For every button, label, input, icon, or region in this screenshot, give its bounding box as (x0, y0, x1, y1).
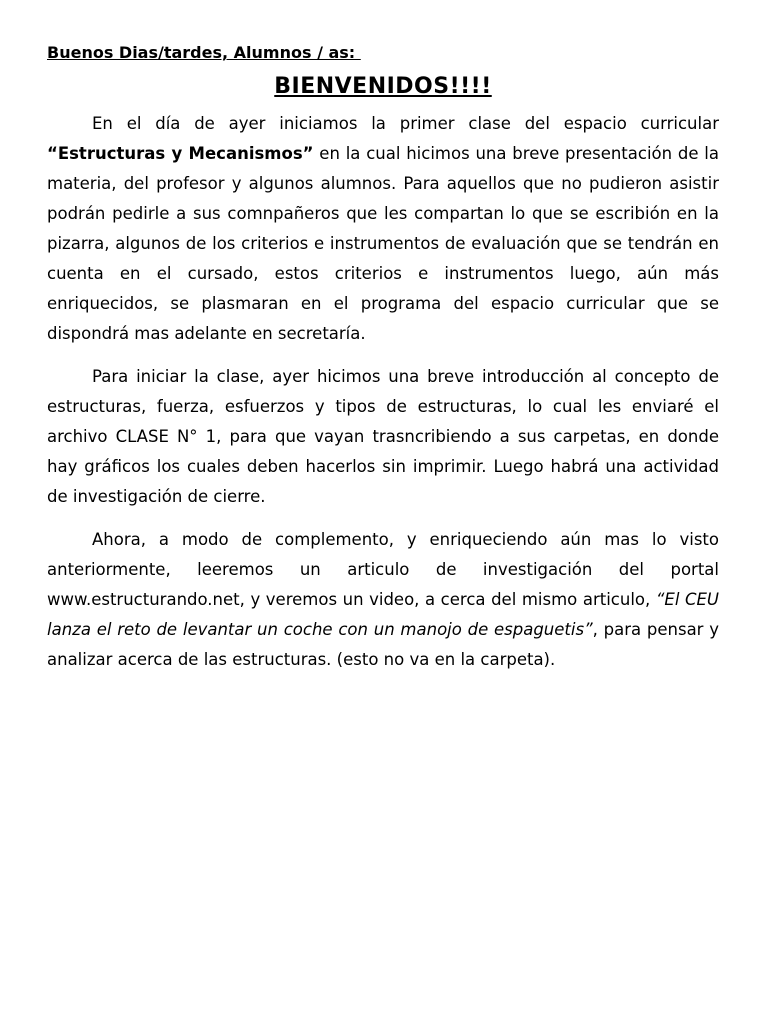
document-page (47, 42, 719, 688)
course-name: “Estructuras y Mecanismos” (47, 144, 314, 163)
paragraph-3 (47, 525, 719, 675)
paragraph-1-text-a: En el día de ayer iniciamos la primer clase del espacio curricular (92, 114, 719, 133)
paragraph-1 (47, 109, 719, 349)
paragraph-1-text-b: en la cual hicimos una breve presentación de la materia, del profesor y algunos alumnos. Para aquellos que no pudieron asistir podrán pedirle a sus comnpañeros que les compartan lo que se escribión en la pizarra, algunos de los criterios e instrumentos de evaluación que se tendrán en cuenta en el cursado, estos criterios e instrumentos luego, aún más enriquecidos, se plasmaran en el programa del espacio curricular que se dispondrá mas adelante en secretaría. (47, 144, 720, 343)
paragraph-2-text: Para iniciar la clase, ayer hicimos una breve introducción al concepto de estructuras, fuerza, esfuerzos y tipos de estructuras, lo cual les enviaré el archivo CLASE N° 1, para que vayan trasncribiendo a sus carpetas, en donde hay gráficos los cuales deben hacerlos sin imprimir. Luego habrá una actividad de investigación de cierre. (47, 367, 719, 506)
article-title: “El CEU lanza el reto de levantar un coche con un manojo de espaguetis” (47, 590, 719, 639)
paragraph-3-text-a: Ahora, a modo de complemento, y enriqueciendo aún mas lo visto anteriormente, leeremos un articulo de investigación del portal www.estructurando.net, y veremos un video, a cerca del mismo articulo, (47, 530, 719, 609)
paragraph-2 (47, 362, 719, 512)
paragraph-3-text-b: , para pensar y analizar acerca de las estructuras. (esto no va en la carpeta). (47, 620, 719, 669)
greeting-line: Buenos Dias/tardes, Alumnos / as: (47, 43, 361, 62)
welcome-heading: BIENVENIDOS!!!! (274, 74, 492, 99)
